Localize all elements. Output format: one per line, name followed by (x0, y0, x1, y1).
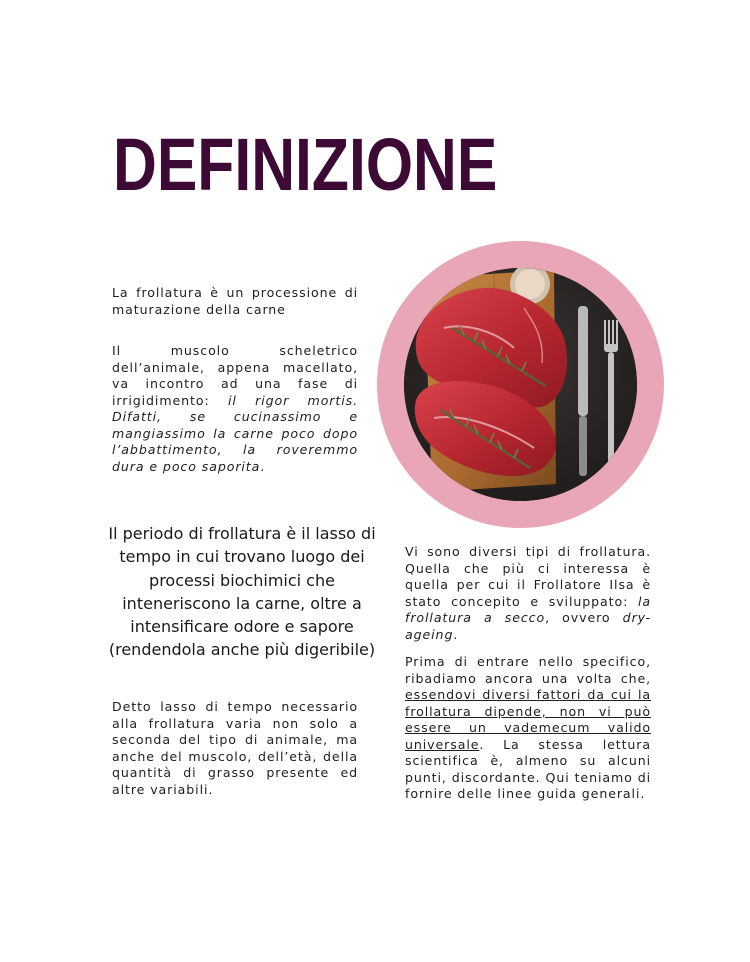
guidelines-underlined: essendovi diversi fattori da cui la frollatura dipende, non vi può essere un vademecum valido universale (405, 687, 651, 752)
guidelines-rest: . La stessa lettura scientifica è, almeno su alcuni punti, discordante. Qui teniamo di fornire delle linee guida generali. (405, 736, 651, 801)
guidelines-intro: Prima di entrare nello specifico, ribadiamo ancora una volta che, (405, 654, 651, 686)
guidelines-paragraph (405, 654, 651, 803)
knife (578, 306, 588, 416)
dry-ageing-term: dry-ageing (405, 610, 651, 642)
rigor-end: . (260, 458, 266, 474)
steak-illustration (404, 268, 637, 501)
raw-steak-photo (404, 268, 637, 501)
duration-paragraph: Detto lasso di tempo necessario alla frollatura varia non solo a seconda del tipo di animale, ma anche del muscolo, dell’età, della quantità di grasso presente ed altre variabili. (112, 699, 358, 797)
types-paragraph (405, 544, 651, 643)
highlight-quote: Il periodo di frollatura è il lasso di tempo in cui trovano luogo dei processi biochimici che inteneriscono la carne, oltre a intensificare odore e sapore (rendendola anche più digeribile) (108, 524, 376, 660)
rigor-mortis-term: il rigor mortis. (227, 392, 358, 408)
rigor-mortis-paragraph (112, 343, 358, 475)
page-title: DEFINIZIONE (113, 123, 498, 206)
types-or: , ovvero (545, 610, 623, 625)
types-end: . (453, 626, 459, 642)
intro-paragraph: La frollatura è un processione di maturazione della carne (112, 285, 358, 317)
types-text: Vi sono diversi tipi di frollatura. Quella che più ci interessa è quella per cui il Frollatore Ilsa è stato concepito e sviluppato: (405, 544, 651, 609)
rigor-explanation: Difatti, se cucinassimo e mangiassimo la carne poco dopo l’abbattimento, la roveremmo dura e poco saporita (112, 409, 358, 474)
dry-method-term: la frollatura a secco (405, 593, 651, 625)
rigor-text: Il muscolo scheletrico dell’animale, appena macellato, va incontro ad una fase di irrigidimento: (112, 343, 358, 408)
